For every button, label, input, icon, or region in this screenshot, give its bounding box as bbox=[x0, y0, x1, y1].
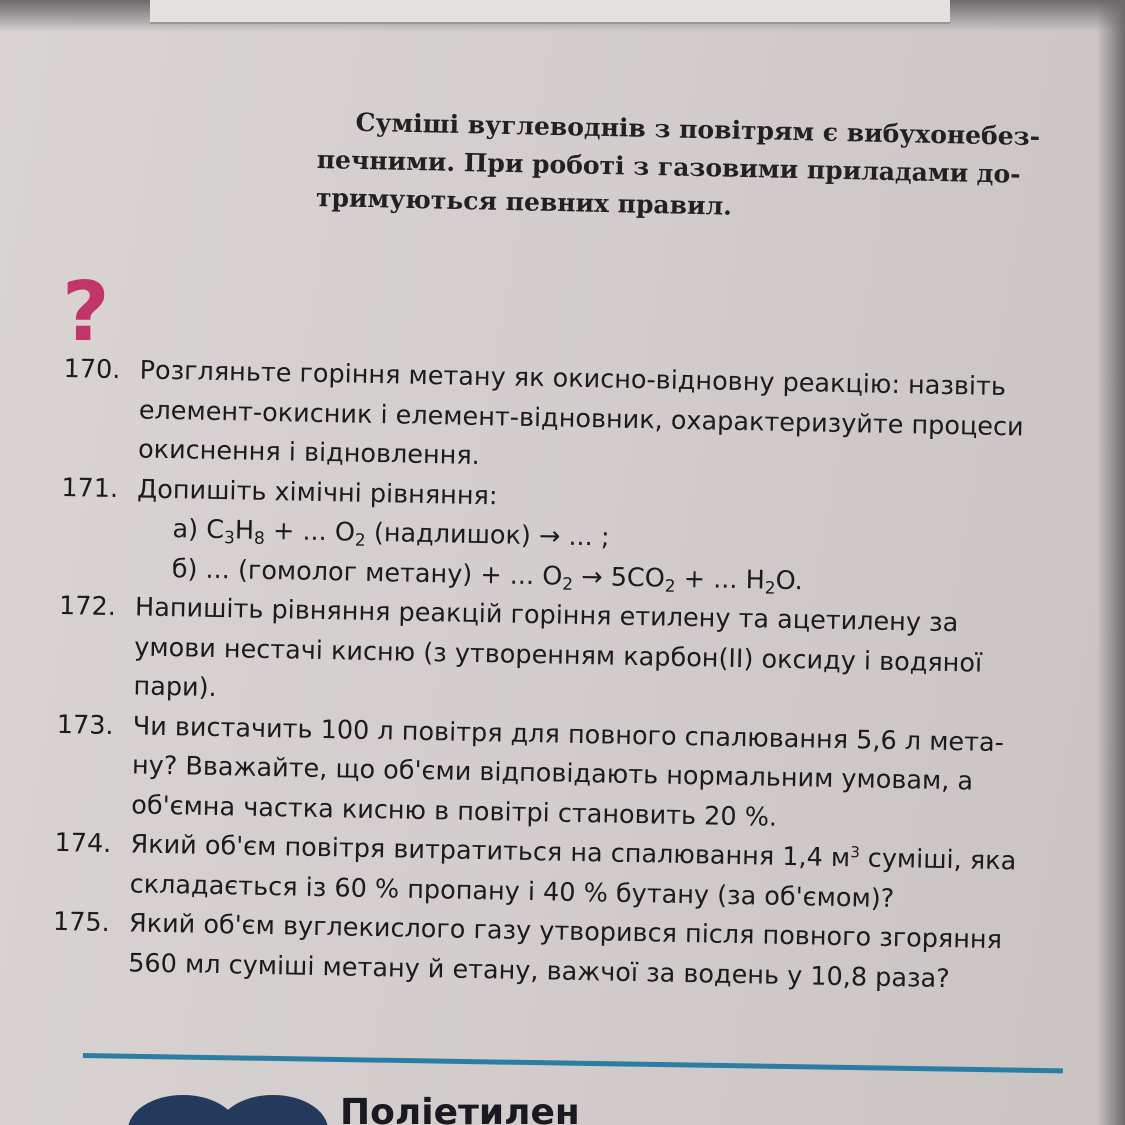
intro-paragraph bbox=[316, 103, 1043, 232]
exercise-number: 173. bbox=[56, 709, 114, 741]
exercise-line: Напишіть рівняння реакцій горіння етилену та ацетилену за bbox=[134, 592, 959, 639]
exercise-number: 172. bbox=[58, 590, 117, 623]
exercises-list bbox=[52, 350, 1059, 1001]
exercise-line-part: суміші, яка bbox=[859, 843, 1017, 877]
paper-card-top bbox=[150, 0, 950, 24]
exercise-line: Чи вистачить 100 л повітря для повного спалювання 5,6 л мета- bbox=[132, 710, 1005, 758]
exercise-number: 175. bbox=[52, 906, 111, 938]
exercise-line: елемент-окисник і елемент-відновник, охарактеризуйте процеси bbox=[138, 394, 1024, 442]
exercise-line: Допишіть хімічні рівняння: bbox=[137, 473, 498, 511]
equation-part: б) ... (гомолог метану) + ... O bbox=[171, 553, 563, 592]
exercise-line: ну? Вважайте, що об'єми відповідають нормальним умовам, а bbox=[131, 750, 974, 797]
exercise-text bbox=[133, 588, 1054, 724]
superscript: 3 bbox=[850, 843, 861, 862]
subscript: 2 bbox=[664, 576, 676, 597]
intro-line: печними. При роботі з газовими приладами до- bbox=[316, 144, 1021, 189]
intro-line: тримуються певних правил. bbox=[315, 182, 733, 221]
exercise-172 bbox=[57, 587, 1054, 725]
exercise-text bbox=[128, 904, 1048, 1001]
exercise-line: Розгляньте горіння метану як окисно-відновну реакцію: назвіть bbox=[139, 355, 1007, 403]
section-number-badge-icon bbox=[128, 1095, 328, 1125]
subscript: 2 bbox=[764, 577, 776, 599]
equation-part: H bbox=[234, 515, 255, 546]
exercise-line: 560 мл суміші метану й етану, важчої за водень у 10,8 раза? bbox=[127, 947, 951, 994]
equation-part: а) C bbox=[172, 514, 225, 546]
exercise-text bbox=[135, 470, 1056, 606]
equation-part: → 5CO bbox=[572, 561, 666, 594]
exercise-number: 170. bbox=[63, 353, 121, 386]
exercise-line: Який об'єм вуглекислого газу утворився після повного згоряння bbox=[128, 908, 1003, 956]
subscript: 2 bbox=[354, 530, 366, 551]
exercise-text bbox=[138, 351, 1059, 487]
exercise-170 bbox=[62, 350, 1059, 488]
exercise-line: об'ємна частка кисню в повітрі становить 20 %. bbox=[130, 789, 778, 833]
exercise-171 bbox=[59, 468, 1056, 606]
equation-part: (надлишок) → ... ; bbox=[365, 517, 610, 553]
exercise-line-part: Який об'єм повітря витратиться на спалювання 1,4 м bbox=[130, 829, 851, 874]
exercise-line: умови нестачі кисню (з утворенням карбон(ІІ) оксиду і водяної bbox=[134, 631, 983, 679]
exercise-text bbox=[131, 707, 1052, 843]
question-mark-icon: ? bbox=[62, 265, 110, 360]
next-section-title: Поліетилен bbox=[340, 1092, 580, 1125]
page-right-shadow bbox=[1097, 0, 1125, 1125]
section-divider bbox=[83, 1053, 1063, 1073]
exercise-173 bbox=[55, 705, 1052, 843]
exercise-number: 171. bbox=[61, 472, 119, 504]
subscript: 8 bbox=[253, 528, 265, 549]
exercise-line: окиснення і відновлення. bbox=[137, 434, 481, 471]
equation-part: O. bbox=[775, 565, 804, 596]
subscript: 2 bbox=[561, 574, 574, 595]
equation-part: + ... O bbox=[264, 515, 356, 548]
equation-part: + ... H bbox=[675, 563, 766, 595]
intro-line: Суміші вуглеводнів з повітрям є вибухонебез- bbox=[355, 107, 1041, 152]
subscript: 3 bbox=[223, 528, 235, 549]
exercise-line: пари). bbox=[133, 671, 217, 703]
badge-circle bbox=[218, 1095, 328, 1125]
exercise-number: 174. bbox=[54, 827, 112, 859]
exercise-line: складається із 60 % пропану і 40 % бутану (за об'ємом)? bbox=[129, 868, 895, 914]
